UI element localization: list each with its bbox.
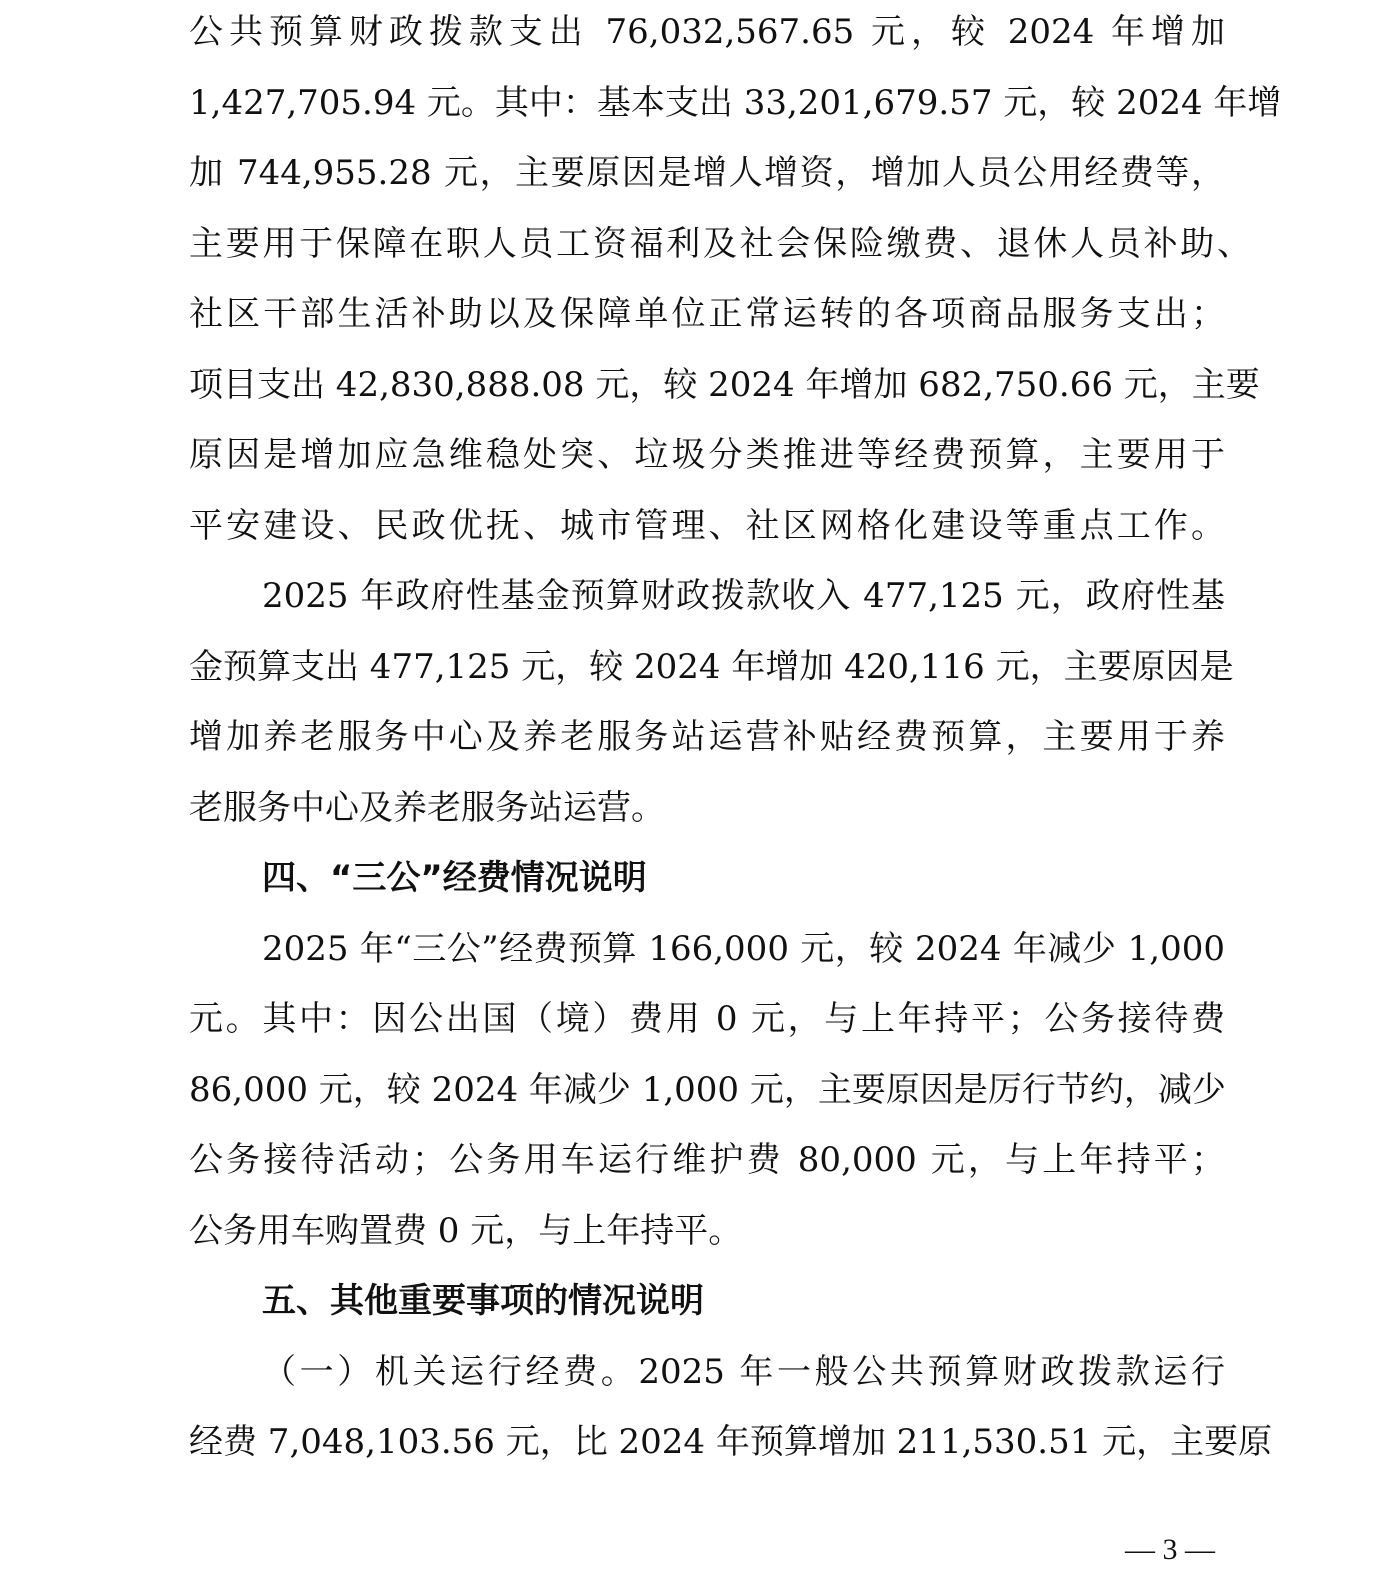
paragraph-line: 2025 年“三公”经费预算 166,000 元，较 2024 年减少 1,000 bbox=[262, 929, 1225, 969]
section-heading: 四、“三公”经费情况说明 bbox=[262, 858, 647, 898]
paragraph-line: 2025 年政府性基金预算财政拨款收入 477,125 元，政府性基 bbox=[262, 576, 1225, 616]
paragraph-line: 加 744,955.28 元，主要原因是增人增资，增加人员公用经费等， bbox=[189, 153, 1225, 193]
paragraph-line: 社区干部生活补助以及保障单位正常运转的各项商品服务支出； bbox=[189, 294, 1225, 334]
paragraph-line: 公共预算财政拨款支出 76,032,567.65 元，较 2024 年增加 bbox=[189, 12, 1225, 52]
paragraph-line: 元。其中：因公出国（境）费用 0 元，与上年持平；公务接待费 bbox=[189, 999, 1225, 1039]
paragraph-line: 项目支出 42,830,888.08 元，较 2024 年增加 682,750.66 元，主要 bbox=[189, 365, 1260, 405]
page-number: — 3 — bbox=[1125, 1533, 1215, 1566]
paragraph-line: 公务接待活动；公务用车运行维护费 80,000 元，与上年持平； bbox=[189, 1140, 1225, 1180]
paragraph-line: 主要用于保障在职人员工资福利及社会保险缴费、退休人员补助、 bbox=[189, 224, 1251, 264]
paragraph-line: 老服务中心及养老服务站运营。 bbox=[189, 788, 665, 828]
paragraph-line: 1,427,705.94 元。其中：基本支出 33,201,679.57 元，较 2024 年增 bbox=[189, 83, 1282, 123]
paragraph-line: 86,000 元，较 2024 年减少 1,000 元，主要原因是厉行节约，减少 bbox=[189, 1070, 1226, 1110]
paragraph-line: 增加养老服务中心及养老服务站运营补贴经费预算，主要用于养 bbox=[189, 717, 1225, 757]
paragraph-line: 金预算支出 477,125 元，较 2024 年增加 420,116 元，主要原因是 bbox=[189, 647, 1234, 687]
paragraph-line: （一）机关运行经费。2025 年一般公共预算财政拨款运行 bbox=[262, 1352, 1225, 1392]
section-heading: 五、其他重要事项的情况说明 bbox=[262, 1281, 704, 1321]
paragraph-line: 公务用车购置费 0 元，与上年持平。 bbox=[189, 1211, 743, 1251]
paragraph-line: 原因是增加应急维稳处突、垃圾分类推进等经费预算，主要用于 bbox=[189, 435, 1225, 475]
paragraph-line: 经费 7,048,103.56 元，比 2024 年预算增加 211,530.51 元，主要原 bbox=[189, 1422, 1273, 1462]
paragraph-line: 平安建设、民政优抚、城市管理、社区网格化建设等重点工作。 bbox=[189, 506, 1225, 546]
